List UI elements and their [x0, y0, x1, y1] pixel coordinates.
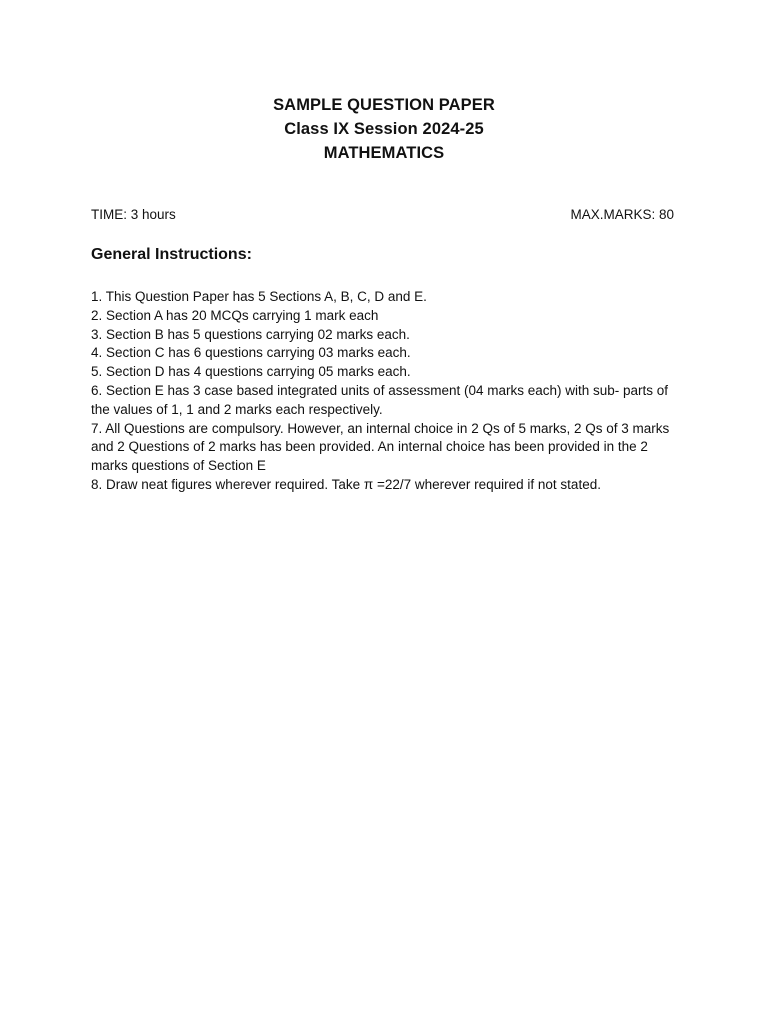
- subject-title: MATHEMATICS: [323, 144, 445, 162]
- instructions-heading: General Instructions:: [91, 246, 252, 263]
- paper-header: [0, 93, 768, 165]
- instruction-item: 4. Section C has 6 questions carrying 03 marks each.: [91, 345, 411, 361]
- paper-title: SAMPLE QUESTION PAPER: [273, 96, 495, 114]
- max-marks: MAX.MARKS: 80: [570, 207, 674, 222]
- instruction-item: 2. Section A has 20 MCQs carrying 1 mark each: [91, 307, 379, 323]
- instructions-list: [91, 288, 676, 495]
- instruction-item: 6. Section E has 3 case based integrated units of assessment (04 marks each) with sub- parts of the values of 1, 1 and 2 marks each respectively.: [91, 382, 669, 417]
- instruction-item: 8. Draw neat figures wherever required. Take π =22/7 wherever required if not stated.: [91, 476, 601, 492]
- time-allowed: TIME: 3 hours: [91, 207, 176, 222]
- class-session: Class IX Session 2024-25: [284, 120, 484, 138]
- instruction-item: 7. All Questions are compulsory. However, an internal choice in 2 Qs of 5 marks, 2 Qs of 3 marks and 2 Questions of 2 marks has been provided. An internal choice has been provided in the 2 marks questions of Section E: [91, 420, 670, 474]
- instruction-item: 3. Section B has 5 questions carrying 02 marks each.: [91, 326, 410, 342]
- exam-meta-row: [91, 206, 674, 226]
- instruction-item: 5. Section D has 4 questions carrying 05 marks each.: [91, 364, 411, 380]
- instruction-item: 1. This Question Paper has 5 Sections A, B, C, D and E.: [91, 289, 427, 304]
